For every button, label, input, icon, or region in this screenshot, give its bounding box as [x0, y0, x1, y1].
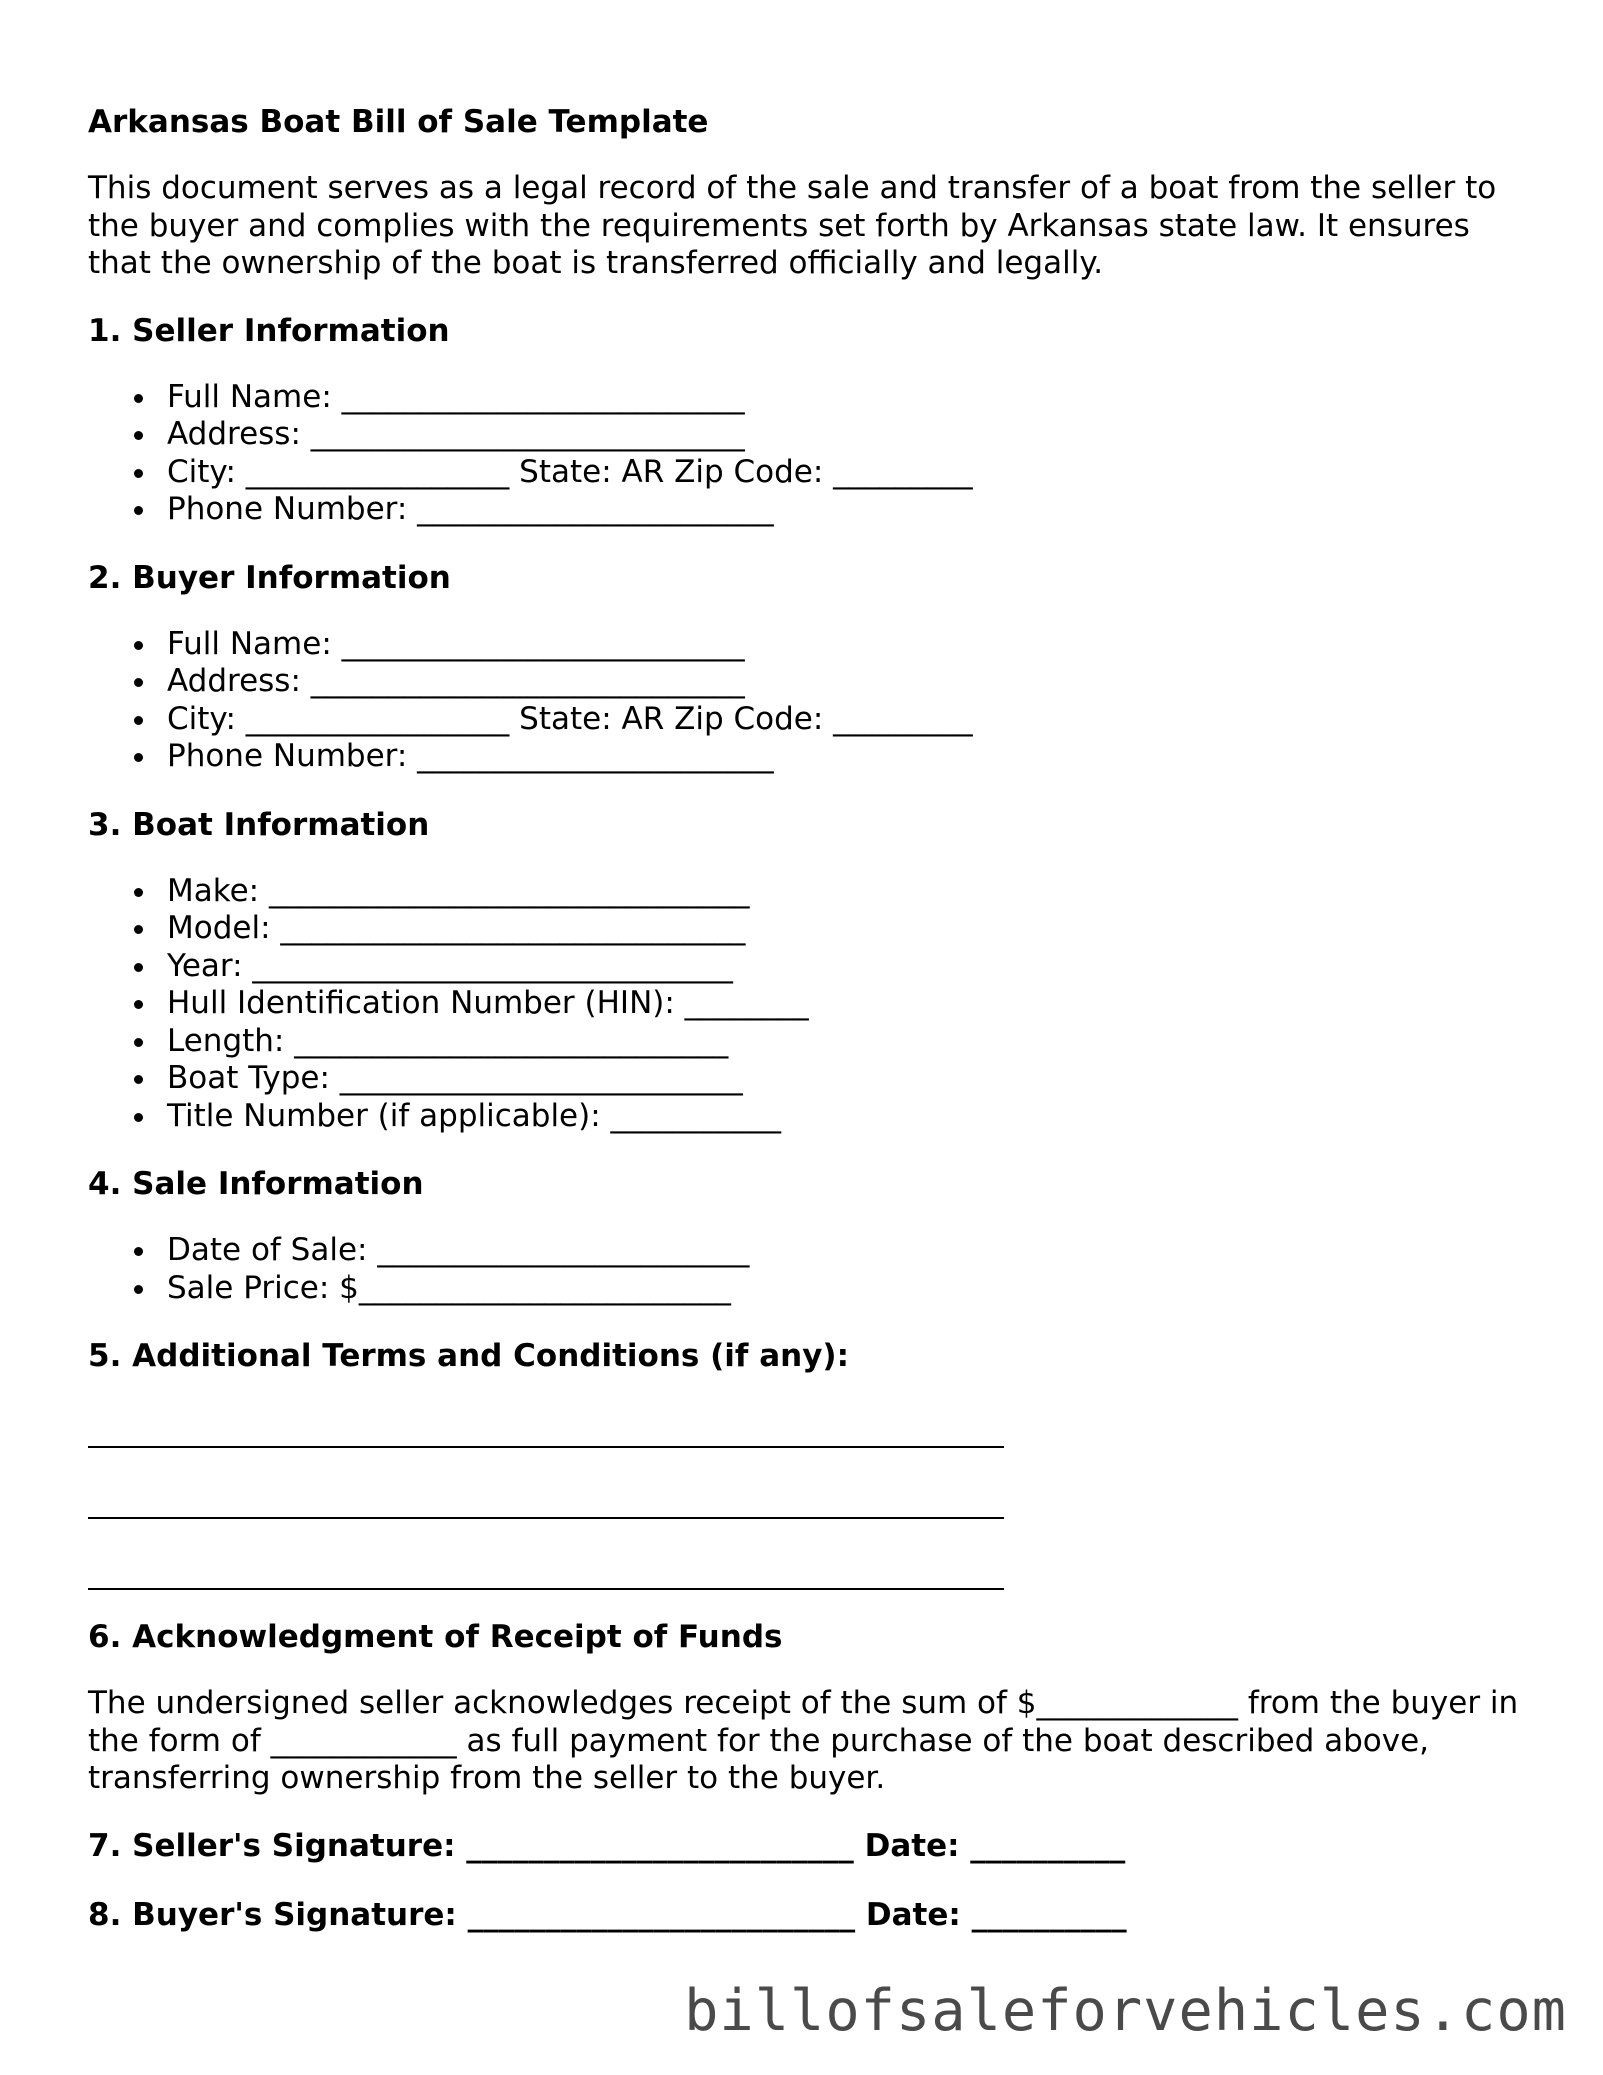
- site-watermark: billofsaleforvehicles.com: [684, 1978, 1567, 2044]
- boat-section-heading: 3. Boat Information: [88, 806, 430, 843]
- document-page: [88, 102, 1528, 1964]
- boat-title-number-field: Title Number (if applicable): ___________: [88, 1098, 1528, 1136]
- buyer-address-field: Address: ____________________________: [88, 663, 1528, 701]
- sale-section-heading: 4. Sale Information: [88, 1166, 424, 1202]
- boat-make-field: Make: _______________________________: [88, 873, 1528, 911]
- seller-full-name-field: Full Name: __________________________: [88, 379, 1528, 417]
- acknowledgment-section-heading: 6. Acknowledgment of Receipt of Funds: [88, 1619, 783, 1655]
- seller-fields: [88, 379, 1528, 529]
- seller-city-state-zip-field: City: _________________ State: AR Zip Code: _________: [88, 454, 1528, 492]
- buyer-signature-line: 8. Buyer's Signature: _________________________ Date: __________: [88, 1896, 1127, 1933]
- seller-address-field: Address: ____________________________: [88, 416, 1528, 454]
- acknowledgment-paragraph: The undersigned seller acknowledges receipt of the sum of $_____________ from the buyer in the form of ____________ as full payment for the purchase of the boat described above, transferring ownership from the seller to the buyer.: [88, 1685, 1519, 1796]
- seller-signature-line: 7. Seller's Signature: _________________________ Date: __________: [88, 1827, 1126, 1864]
- boat-model-field: Model: ______________________________: [88, 910, 1528, 948]
- seller-section-heading: 1. Seller Information: [88, 312, 450, 349]
- terms-lines: [88, 1404, 1528, 1590]
- intro-paragraph: This document serves as a legal record of the sale and transfer of a boat from the seller to the buyer and complies with the requirements set forth by Arkansas state law. It ensures that the ownership of the boat is transferred officially and legally.: [88, 170, 1497, 281]
- buyer-full-name-field: Full Name: __________________________: [88, 626, 1528, 664]
- boat-type-field: Boat Type: __________________________: [88, 1060, 1528, 1098]
- terms-section-heading: 5. Additional Terms and Conditions (if any):: [88, 1338, 849, 1374]
- terms-blank-line: [88, 1475, 1004, 1519]
- boat-length-field: Length: ____________________________: [88, 1023, 1528, 1061]
- sale-date-field: Date of Sale: ________________________: [88, 1232, 1528, 1270]
- seller-phone-field: Phone Number: _______________________: [88, 491, 1528, 529]
- terms-blank-line: [88, 1546, 1004, 1590]
- boat-year-field: Year: _______________________________: [88, 948, 1528, 986]
- buyer-fields: [88, 626, 1528, 776]
- boat-fields: [88, 873, 1528, 1136]
- sale-price-field: Sale Price: $________________________: [88, 1270, 1528, 1308]
- sale-fields: [88, 1232, 1528, 1307]
- document-title: Arkansas Boat Bill of Sale Template: [88, 104, 709, 140]
- buyer-section-heading: 2. Buyer Information: [88, 559, 451, 596]
- boat-hin-field: Hull Identification Number (HIN): ________: [88, 985, 1528, 1023]
- terms-blank-line: [88, 1404, 1004, 1448]
- buyer-city-state-zip-field: City: _________________ State: AR Zip Code: _________: [88, 701, 1528, 739]
- buyer-phone-field: Phone Number: _______________________: [88, 738, 1528, 776]
